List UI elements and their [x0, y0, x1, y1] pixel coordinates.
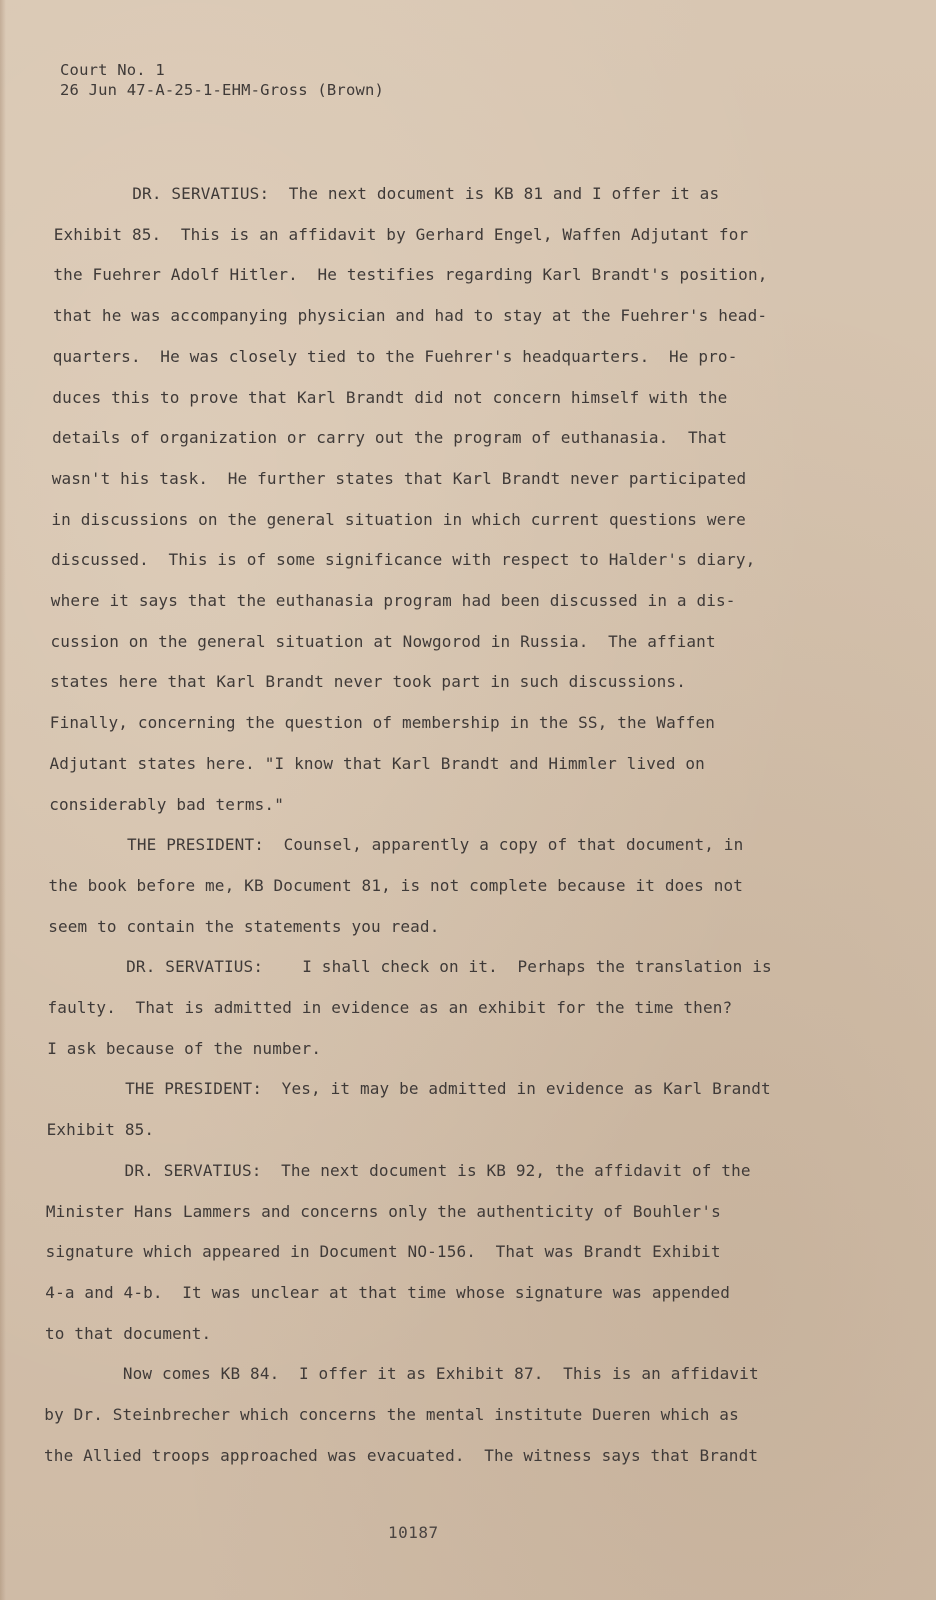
page-number: 10187: [388, 1523, 439, 1542]
transcript-line: by Dr. Steinbrecher which concerns the mental institute Dueren which as: [44, 1405, 739, 1424]
transcript-line: THE PRESIDENT: Counsel, apparently a copy of that document, in: [48, 835, 744, 855]
transcript-line: to that document.: [45, 1323, 212, 1343]
transcript-line: seem to contain the statements you read.: [48, 916, 440, 936]
transcript-line: Adjutant states here. "I know that Karl Brandt and Himmler lived on: [49, 753, 705, 773]
transcript-line: THE PRESIDENT: Yes, it may be admitted in evidence as Karl Brandt: [46, 1079, 771, 1099]
transcript-line: DR. SERVATIUS: The next document is KB 92, the affidavit of the: [46, 1160, 751, 1180]
paper-edge: [0, 0, 6, 1600]
transcript-line: duces this to prove that Karl Brandt did not concern himself with the: [52, 387, 728, 407]
transcript-line: details of organization or carry out the program of euthanasia. That: [52, 428, 728, 448]
transcript-line: considerably bad terms.": [49, 794, 284, 814]
transcript-line: 4-a and 4-b. It was unclear at that time whose signature was appended: [45, 1282, 731, 1302]
transcript-line: the book before me, KB Document 81, is not complete because it does not: [48, 875, 744, 895]
transcript-line: the Fuehrer Adolf Hitler. He testifies regarding Karl Brandt's position,: [53, 265, 768, 285]
transcript-line: the Allied troops approached was evacuated. The witness says that Brandt: [44, 1445, 759, 1465]
transcript-line: Minister Hans Lammers and concerns only the authenticity of Bouhler's: [45, 1201, 721, 1221]
transcript-line: that he was accompanying physician and had to stay at the Fuehrer's head-: [53, 306, 768, 326]
transcript-line: DR. SERVATIUS: I shall check on it. Perhaps the translation is: [47, 957, 772, 977]
document-header: [60, 60, 384, 100]
transcript-line: signature which appeared in Document NO-156. That was Brandt Exhibit: [45, 1242, 721, 1262]
transcript-line: Exhibit 85.: [46, 1120, 155, 1140]
transcript-line: where it says that the euthanasia program had been discussed in a dis-: [50, 591, 736, 610]
transcript-line: Finally, concerning the question of membership in the SS, the Waffen: [49, 713, 716, 733]
transcript-line: quarters. He was closely tied to the Fuehrer's headquarters. He pro-: [52, 346, 738, 366]
transcript-line: states here that Karl Brandt never took part in such discussions.: [50, 672, 686, 692]
transcript-line: I ask because of the number.: [47, 1038, 322, 1058]
transcript-line: discussed. This is of some significance with respect to Halder's diary,: [51, 550, 756, 570]
transcript-reference: 26 Jun 47-A-25-1-EHM-Gross (Brown): [60, 81, 385, 99]
transcript-line: DR. SERVATIUS: The next document is KB 81 and I offer it as: [54, 184, 720, 203]
transcript-line: Exhibit 85. This is an affidavit by Gerhard Engel, Waffen Adjutant for: [53, 224, 749, 244]
court-number: Court No. 1: [60, 61, 165, 79]
transcript-line: wasn't his task. He further states that Karl Brandt never participated: [51, 468, 747, 488]
transcript-line: Now comes KB 84. I offer it as Exhibit 87. This is an affidavit: [44, 1364, 759, 1384]
transcript-line: in discussions on the general situation in which current questions were: [51, 509, 746, 529]
transcript-line: cussion on the general situation at Nowgorod in Russia. The affiant: [50, 631, 716, 651]
transcript-line: faulty. That is admitted in evidence as an exhibit for the time then?: [47, 998, 733, 1017]
